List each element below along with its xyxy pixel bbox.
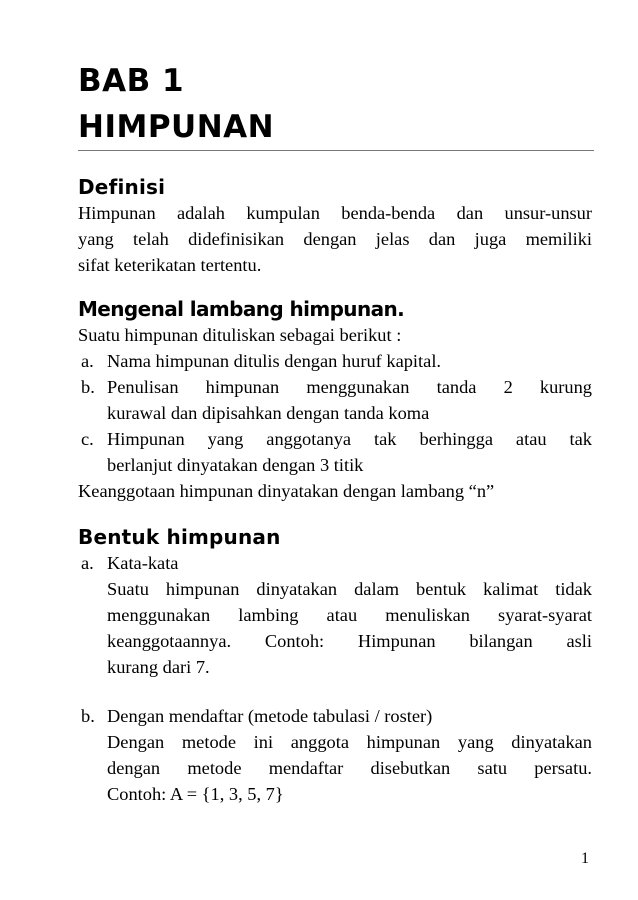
- section-heading-definisi: Definisi: [78, 175, 166, 199]
- list-marker: a.: [81, 351, 94, 371]
- paragraph-line: Himpunan adalah kumpulan benda-benda dan unsur-unsur: [78, 203, 592, 223]
- chapter-number: BAB 1: [78, 63, 185, 99]
- list-item-line: berlanjut dinyatakan dengan 3 titik: [107, 455, 364, 475]
- heading-divider: [78, 150, 594, 151]
- paragraph-line: sifat keterikatan tertentu.: [78, 255, 262, 275]
- list-item-line: menggunakan lambing atau menuliskan syarat-syarat: [107, 605, 592, 625]
- chapter-title: HIMPUNAN: [78, 109, 275, 145]
- list-item-line: Nama himpunan ditulis dengan huruf kapital.: [107, 351, 442, 371]
- chapter-heading: [78, 58, 598, 150]
- definisi-paragraph: [78, 200, 592, 278]
- list-item-line: Suatu himpunan dinyatakan dalam bentuk kalimat tidak: [107, 579, 592, 599]
- list-item-line: kurang dari 7.: [107, 657, 210, 677]
- list-item-line: Penulisan himpunan menggunakan tanda 2 kurung: [107, 377, 592, 397]
- lambang-closing: Keanggotaan himpunan dinyatakan dengan lambang “n”: [78, 481, 495, 501]
- lambang-intro: Suatu himpunan dituliskan sebagai berikut :: [78, 325, 402, 345]
- list-item-title: Dengan mendaftar (metode tabulasi / roster): [107, 706, 433, 726]
- list-item-line: kurawal dan dipisahkan dengan tanda koma: [107, 403, 430, 423]
- paragraph-line: yang telah didefinisikan dengan jelas dan juga memiliki: [78, 229, 592, 249]
- list-marker: c.: [81, 429, 94, 449]
- list-marker: a.: [81, 553, 94, 573]
- list-item-line: dengan metode mendaftar disebutkan satu persatu.: [107, 758, 592, 778]
- list-item-line: Dengan metode ini anggota himpunan yang dinyatakan: [107, 732, 592, 752]
- list-item-title: Kata-kata: [107, 553, 179, 573]
- section-heading-bentuk: Bentuk himpunan: [78, 525, 281, 549]
- list-marker: b.: [81, 706, 95, 726]
- page-number: 1: [581, 850, 589, 867]
- list-item-line: Himpunan yang anggotanya tak berhingga atau tak: [107, 429, 592, 449]
- list-item-line: Contoh: A = {1, 3, 5, 7}: [107, 784, 284, 804]
- list-item-line: keanggotaannya. Contoh: Himpunan bilangan asli: [107, 631, 592, 651]
- list-marker: b.: [81, 377, 95, 397]
- section-heading-lambang: Mengenal lambang himpunan.: [78, 297, 405, 321]
